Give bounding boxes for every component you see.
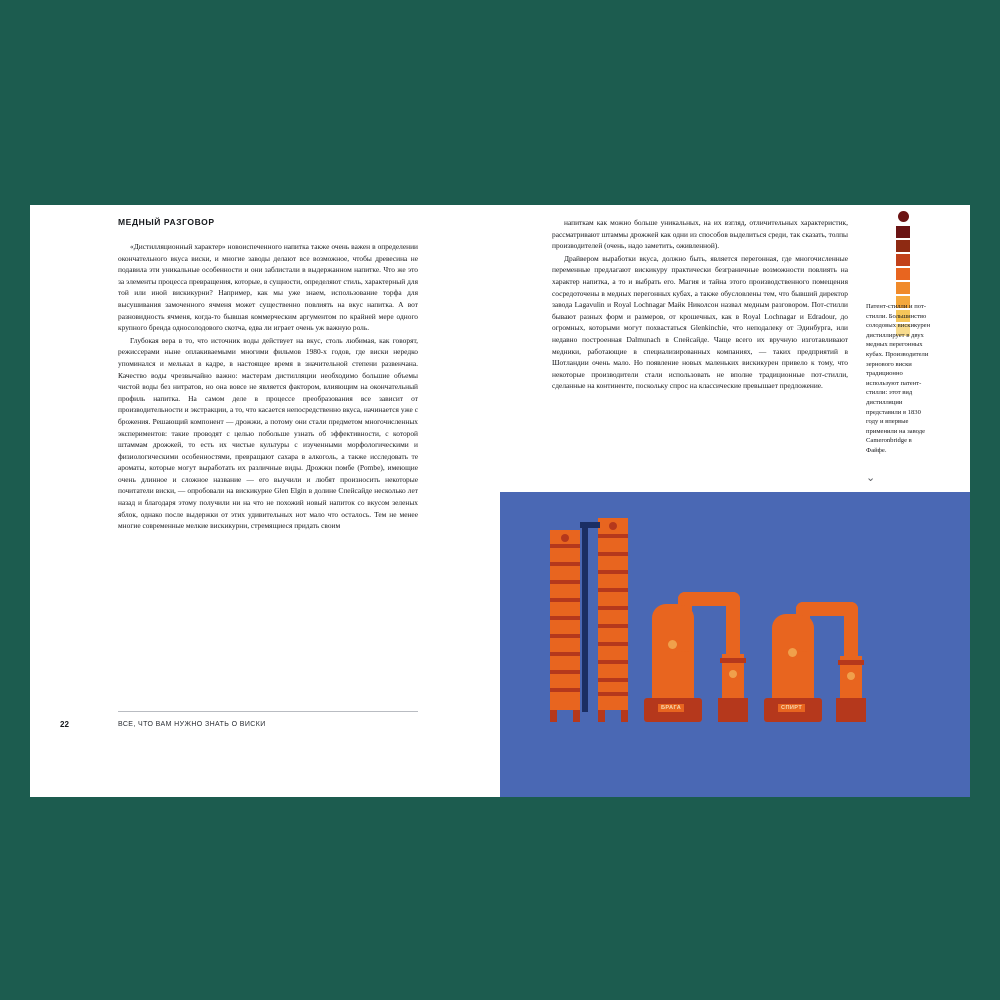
right-page — [500, 205, 970, 797]
section-heading: МЕДНЫЙ РАЗГОВОР — [118, 217, 215, 227]
still-plate — [550, 544, 580, 548]
paragraph: «Дистилляционный характер» новоиспеченного напитка также очень важен в определении окончательного вкуса виски, и многие заводы делают все возможное, чтобы древесина не подавила эти уникальные особенности и они заблистали в выдержанном напитке. Что же это за элементы процесса превращения, которые, в сущности, определяют стиль, характерный для той или иной вискикурни? Например, как мы уже знаем, использование торфа для высушивания замоченного ячменя может существенно повлиять на вкус напитка. А вот разновидность ячменя, когда-то бывшая коммерческим аргументом по крайней мере одного крупного бренда односолодового скотча, едва ли играет очень уж важную роль. — [118, 242, 418, 333]
condenser-band — [720, 658, 746, 663]
right-body-text — [552, 217, 848, 392]
still-porthole — [788, 648, 797, 657]
still-leg — [573, 710, 580, 722]
still-plate — [550, 580, 580, 584]
label-wash: БРАГА — [658, 704, 684, 712]
condenser-downpipe — [844, 602, 858, 664]
condenser-base — [718, 698, 748, 722]
condenser-downpipe — [726, 592, 740, 662]
still-plate — [598, 588, 628, 592]
distillery-illustration — [500, 492, 970, 797]
still-plate — [598, 624, 628, 628]
chevron-down-icon: ⌄ — [866, 472, 876, 484]
still-plate — [598, 692, 628, 696]
condenser-base — [836, 698, 866, 722]
still-plate — [550, 652, 580, 656]
still-plate — [598, 678, 628, 682]
still-plate — [598, 552, 628, 556]
column-still-left — [550, 530, 580, 710]
left-body-text — [118, 241, 418, 532]
still-plate — [598, 606, 628, 610]
still-leg — [621, 710, 628, 722]
still-plate — [550, 688, 580, 692]
still-plate — [598, 642, 628, 646]
footer-rule — [118, 711, 418, 712]
still-plate — [550, 670, 580, 674]
still-plate — [598, 570, 628, 574]
paragraph: Драйвером выработки вкуса, должно быть, является перегонная, где многочисленные переменные предлагают вискикуру практически безграничные возможности повлиять на характер напитка, а то и выбрать его. Магия и тайна этого производственного помещения сосредоточены в медных перегонных кубах, а также обусловлены тем, что бывший директор завода Lagavulin и Royal Lochnagar Майк Николсон назвал медным разговором. Пот-стилли бывают разных форм и размеров, от крошечных, как в Royal Lochnagar и Edradour, до огромных, которыми могут похвастаться Glenkinchie, что неподалеку от Эдинбурга, или недавно построенная Dalmunach в Спейсайде. Чаще всего их вручную изготавливают медники, работающие в специализированных компаниях, — таких предприятий в Шотландии очень мало. Но появление новых маленьких вискикурен привело к тому, что некоторые производители стали использовать не вполне традиционные пот-стилли, сделанные на континенте, поскольку спрос на классические превышает предложение. — [552, 253, 848, 391]
label-spirit: СПИРТ — [778, 704, 805, 712]
still-plate — [550, 634, 580, 638]
still-plate — [598, 660, 628, 664]
swatch — [896, 282, 910, 294]
still-plate — [550, 598, 580, 602]
side-note: Патент-стилли и пот-стилли. Большинство солодовых вискикурен дистиллирует в двух медных перегонных кубах. Производители зернового виски традиционно используют патент-стилли: этот вид дистилляции представили в 1830 году и впервые применили на заводе Cameronbridge в Файфе. — [866, 303, 931, 454]
running-head: ВСЕ, ЧТО ВАМ НУЖНО ЗНАТЬ О ВИСКИ — [118, 721, 266, 728]
swatch — [896, 268, 910, 280]
still-plate — [550, 562, 580, 566]
swatch — [896, 226, 910, 238]
still-plate — [550, 616, 580, 620]
paragraph: напиткам как можно больше уникальных, на их взгляд, отличительных характеристик, рассматривают штаммы дрожжей как одни из способов выделиться среди, так сказать, толпы производителей (очень, надо заметить, оживленной). — [552, 218, 848, 251]
swatch — [896, 254, 910, 266]
connecting-pipe — [582, 522, 588, 712]
still-porthole — [668, 640, 677, 649]
still-leg — [550, 710, 557, 722]
condenser-band — [838, 660, 864, 665]
condenser-valve — [729, 670, 737, 678]
swatch-dot — [898, 211, 909, 222]
condenser-valve — [847, 672, 855, 680]
paragraph: Глубокая вера в то, что источник воды действует на вкус, столь любимая, как говорят, режиссерами ныне оплакиваемыми многими фильмов 1980-х годов, где виски нередко упоминался и мелькал в кадре, в настоящее время в значительной степени развенчана. Качество воды чрезвычайно важно: мастерам дистилляции необходимо большие объемы чистой воды без нитратов, но она вовсе не является фактором, влияющим на окончательный профиль напитка. На самом деле в процессе преобразования все зависит от производительности и экстракции, а то, что касается непосредственно вкуса, начинается уже с брожения. Решающий компонент — дрожжи, а потому они стали предметом многочисленных экспериментов: такие проводят с целью побольше узнать об эффективности, с которой штаммам дрожжей, то есть их чистые культуры с изученными морфологическими и физиологическими особенностями, превращают сахара в алкоголь, а также исследовать те ароматы, которые могут выработать их различные виды. Дрожжи помбе (Pombe), имеющие очень длинное и сложное название — его выучили и любят произносить некоторые почитатели виски, — опробовали на вискикурне Glen Elgin в долине Спейсайде несколько лет назад и благодаря этому получили ни на что не похожий новый напиток со вкусом зеленых яблок, однако после выдержки от этих удивительных нот мало что осталось. Тем не менее многие современные мелкие вискикурни, стремящиеся придать своим — [118, 335, 418, 531]
page-number: 22 — [60, 720, 69, 729]
book-spread — [30, 205, 970, 797]
still-leg — [598, 710, 605, 722]
still-knob — [609, 522, 617, 530]
swatch — [896, 240, 910, 252]
still-plate — [598, 534, 628, 538]
left-page — [30, 205, 500, 797]
still-knob — [561, 534, 569, 542]
